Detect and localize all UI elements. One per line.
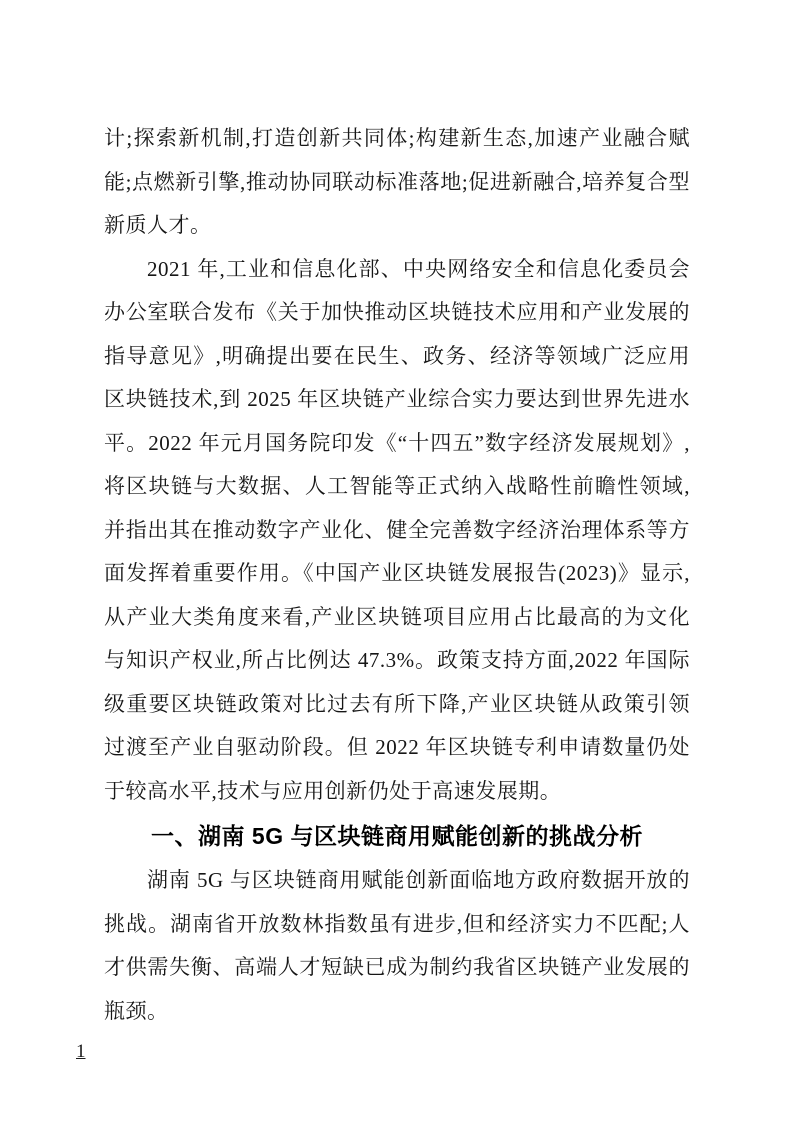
page-number: 1 <box>76 1041 86 1062</box>
paragraph-policy-background: 2021 年,工业和信息化部、中央网络安全和信息化委员会办公室联合发布《关于加快推动区块链技术应用和产业发展的指导意见》,明确提出要在民生、政务、经济等领域广泛应用区块链技术,到 2025 年区块链产业综合实力要达到世界先进水平。2022 年元月国务院印发《“十四五”数字经济发展规划》,将区块链与大数据、人工智能等正式纳入战略性前瞻性领域,并指出其在推动数字产业化、健全完善数字经济治理体系等方面发挥着重要作用。《中国产业区块链发展报告(2023)》显示,从产业大类角度来看,产业区块链项目应用占比最高的为文化与知识产权业,所占比例达 47.3%。政策支持方面,2022 年国际级重要区块链政策对比过去有所下降,产业区块链从政策引领过渡至产业自驱动阶段。但 2022 年区块链专利申请数量仍处于较高水平,技术与应用创新仍处于高速发展期。 <box>104 256 690 803</box>
page-content <box>104 117 690 1033</box>
paragraph-challenge-overview: 湖南 5G 与区块链商用赋能创新面临地方政府数据开放的挑战。湖南省开放数林指数虽有进步,但和经济实力不匹配;人才供需失衡、高端人才短缺已成为制约我省区块链产业发展的瓶颈。 <box>104 868 690 1023</box>
section-heading: 一、湖南 5G 与区块链商用赋能创新的挑战分析 <box>151 823 643 849</box>
page-footer <box>76 1038 86 1066</box>
paragraph-continuation: 计;探索新机制,打造创新共同体;构建新生态,加速产业融合赋能;点燃新引擎,推动协同联动标准落地;促进新融合,培养复合型新质人才。 <box>104 126 690 237</box>
